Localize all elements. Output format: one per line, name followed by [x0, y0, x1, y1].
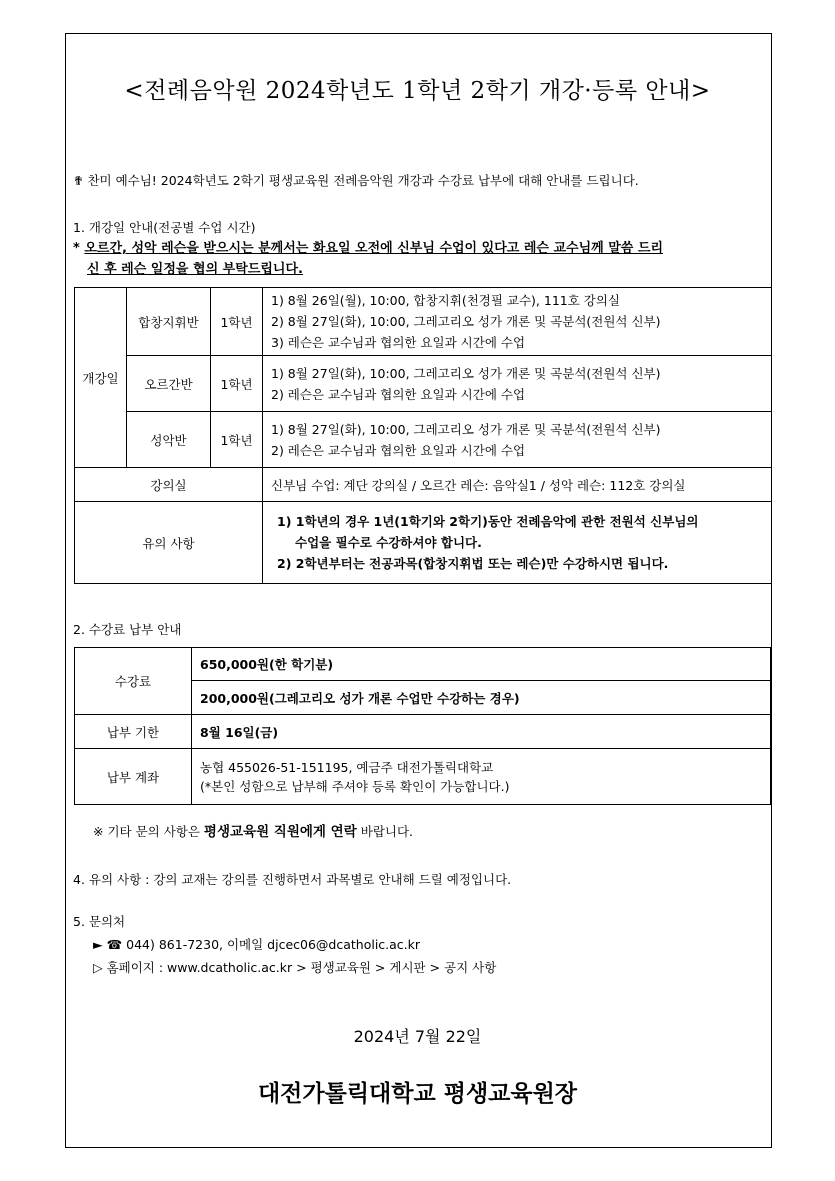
table-row	[75, 288, 772, 356]
table-row	[75, 502, 772, 584]
table-row	[75, 356, 772, 412]
section4-text: 4. 유의 사항 : 강의 교재는 강의를 진행하면서 과목별로 안내해 드릴 예정입니다.	[73, 872, 512, 887]
remark-prefix: ※ 기타 문의 사항은	[93, 824, 200, 839]
account-info	[192, 749, 771, 805]
notice-mark: *	[73, 241, 80, 256]
table-row	[75, 468, 772, 502]
course-schedule	[263, 356, 772, 412]
schedule-line: 3) 레슨은 교수님과 협의한 요일과 시간에 수업	[271, 335, 526, 350]
table-row	[75, 749, 771, 805]
signature: 대전가톨릭대학교 평생교육원장	[257, 1081, 578, 1107]
classroom-label: 강의실	[75, 468, 263, 502]
notice-line2: 신 후 레슨 일정을 협의 부탁드립니다.	[87, 262, 303, 277]
course-name: 합창지휘반	[127, 288, 211, 356]
course-name: 성악반	[127, 412, 211, 468]
classroom-value: 신부님 수업: 계단 강의실 / 오르간 레슨: 음악실1 / 성악 레슨: 112호 강의실	[263, 468, 772, 502]
deadline-value: 8월 16일(금)	[192, 715, 771, 749]
notes-line: 2) 2학년부터는 전공과목(합창지휘법 또는 레슨)만 수강하시면 됩니다.	[277, 556, 669, 571]
table-row	[75, 412, 772, 468]
course-name: 오르간반	[127, 356, 211, 412]
deadline-label: 납부 기한	[75, 715, 192, 749]
notes-content	[263, 502, 772, 584]
notes-line: 1) 1학년의 경우 1년(1학기와 2학기)동안 전례음악에 관한 전원석 신부님의	[277, 514, 699, 529]
section5-heading: 5. 문의처	[73, 914, 126, 929]
opening-day-label: 개강일	[75, 288, 127, 468]
fee-partial: 200,000원(그레고리오 성가 개론 수업만 수강하는 경우)	[192, 681, 771, 715]
fee-label: 수강료	[75, 648, 192, 715]
schedule-line: 2) 레슨은 교수님과 협의한 요일과 시간에 수업	[271, 442, 526, 458]
document-date: 2024년 7월 22일	[353, 1027, 482, 1046]
schedule-line: 2) 레슨은 교수님과 협의한 요일과 시간에 수업	[271, 386, 526, 402]
schedule-line: 1) 8월 27일(화), 10:00, 그레고리오 성가 개론 및 곡분석(전원석 신부)	[271, 421, 661, 437]
section2-heading: 2. 수강료 납부 안내	[73, 622, 182, 637]
contact-phone-email: ► ☎ 044) 861-7230, 이메일 djcec06@dcatholic.ac.kr	[93, 937, 421, 952]
table-row	[75, 715, 771, 749]
course-grade: 1학년	[211, 356, 263, 412]
course-grade: 1학년	[211, 288, 263, 356]
account-label: 납부 계좌	[75, 749, 192, 805]
lesson-notice	[73, 238, 766, 280]
account-note: (*본인 성함으로 납부해 주셔야 등록 확인이 가능합니다.)	[200, 778, 510, 794]
account-value: 농협 455026-51-151195, 예금주 대전가톨릭대학교	[200, 759, 494, 775]
fee-table	[74, 647, 771, 805]
notes-label: 유의 사항	[75, 502, 263, 584]
page-title: <전례음악원 2024학년도 1학년 2학기 개강·등록 안내>	[124, 78, 711, 104]
remark-suffix: 바랍니다.	[360, 824, 414, 839]
course-schedule	[263, 412, 772, 468]
course-schedule	[263, 288, 772, 356]
schedule-table	[74, 287, 772, 584]
notes-line: 수업을 필수로 수강하셔야 합니다.	[295, 535, 482, 550]
page-border	[65, 33, 772, 1148]
intro-text: ✟ 찬미 예수님! 2024학년도 2학기 평생교육원 전례음악원 개강과 수강료 납부에 대해 안내를 드립니다.	[73, 173, 639, 188]
schedule-line: 1) 8월 26일(월), 10:00, 합창지휘(천경필 교수), 111호 강의실	[271, 293, 621, 308]
table-row	[75, 648, 771, 681]
contact-homepage: ▷ 홈페이지 : www.dcatholic.ac.kr > 평생교육원 > 게시판 > 공지 사항	[93, 960, 497, 975]
notice-line1: 오르간, 성악 레슨을 받으시는 분께서는 화요일 오전에 신부님 수업이 있다고 레슨 교수님께 말씀 드리	[84, 241, 663, 256]
schedule-line: 2) 8월 27일(화), 10:00, 그레고리오 성가 개론 및 곡분석(전원석 신부)	[271, 314, 661, 329]
schedule-line: 1) 8월 27일(화), 10:00, 그레고리오 성가 개론 및 곡분석(전원석 신부)	[271, 365, 661, 381]
remark-bold: 평생교육원 직원에게 연락	[203, 824, 357, 840]
fee-full: 650,000원(한 학기분)	[192, 648, 771, 681]
course-grade: 1학년	[211, 412, 263, 468]
inquiry-remark	[93, 820, 413, 840]
section1-heading: 1. 개강일 안내(전공별 수업 시간)	[73, 220, 256, 235]
